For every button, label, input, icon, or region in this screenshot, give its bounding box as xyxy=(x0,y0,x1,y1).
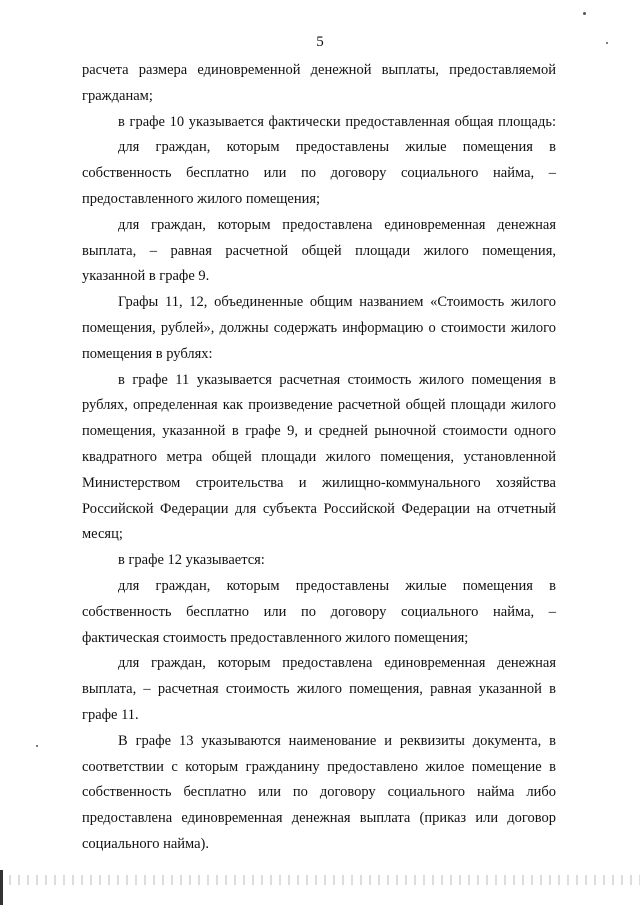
text-line: собственность бесплатно или по договору социального найма, – xyxy=(82,603,556,620)
text-line: для граждан, которым предоставлена единовременная денежная xyxy=(118,216,556,233)
text-line: расчета размера единовременной денежной выплаты, предоставляемой xyxy=(82,62,556,78)
text-line: собственность бесплатно или по договору социального найма, – xyxy=(82,165,556,182)
text-line: помещения, рублей», должны содержать информацию о стоимости жилого xyxy=(82,319,556,336)
text-line: социального найма). xyxy=(82,835,210,852)
text-line: в графе 12 указывается: xyxy=(118,552,265,569)
scan-edge-artifact xyxy=(0,870,3,905)
text-line: В графе 13 указываются наименование и реквизиты документа, в xyxy=(118,732,556,749)
text-line: месяц; xyxy=(82,526,123,543)
text-line: графе 11. xyxy=(82,706,139,723)
text-line: Графы 11, 12, объединенные общим названием «Стоимость жилого xyxy=(118,294,556,311)
scan-speck xyxy=(36,745,38,747)
text-line: для граждан, которым предоставлена единовременная денежная xyxy=(118,655,556,672)
text-line: рублях, определенная как произведение расчетной общей площади жилого xyxy=(82,397,556,414)
text-line: гражданам; xyxy=(82,87,153,104)
text-line: Министерством строительства и жилищно-коммунального хозяйства xyxy=(82,474,556,491)
page-number: 5 xyxy=(316,34,324,50)
text-line: указанной в графе 9. xyxy=(82,268,210,285)
text-line: для граждан, которым предоставлены жилые помещения в xyxy=(118,139,556,156)
text-line: предоставленного жилого помещения; xyxy=(82,190,321,207)
scan-footer-artifact xyxy=(0,875,640,885)
text-line: для граждан, которым предоставлены жилые помещения в xyxy=(118,577,556,594)
text-line: в графе 10 указывается фактически предоставленная общая площадь: xyxy=(118,113,556,130)
text-line: соответствии с которым гражданину предоставлено жилое помещение в xyxy=(82,758,556,775)
text-line: квадратного метра общей площади жилого помещения, установленной xyxy=(82,448,556,465)
text-line: помещения, указанной в графе 9, и средней рыночной стоимости одного xyxy=(82,423,556,440)
text-line: фактическая стоимость предоставленного жилого помещения; xyxy=(82,629,469,646)
scan-speck xyxy=(583,12,586,15)
text-line: предоставлена единовременная денежная выплата (приказ или договор xyxy=(82,810,556,827)
text-line: в графе 11 указывается расчетная стоимость жилого помещения в xyxy=(118,371,556,388)
document-body xyxy=(82,58,556,858)
text-line: выплата, – равная расчетной общей площади жилого помещения, xyxy=(82,242,556,259)
scan-speck xyxy=(606,42,608,44)
text-line: Российской Федерации для субъекта Российской Федерации на отчетный xyxy=(82,500,556,517)
text-line: выплата, – расчетная стоимость жилого помещения, равная указанной в xyxy=(82,681,556,698)
text-line: собственность бесплатно или по договору социального найма либо xyxy=(82,784,556,801)
text-line: помещения в рублях: xyxy=(82,345,213,362)
